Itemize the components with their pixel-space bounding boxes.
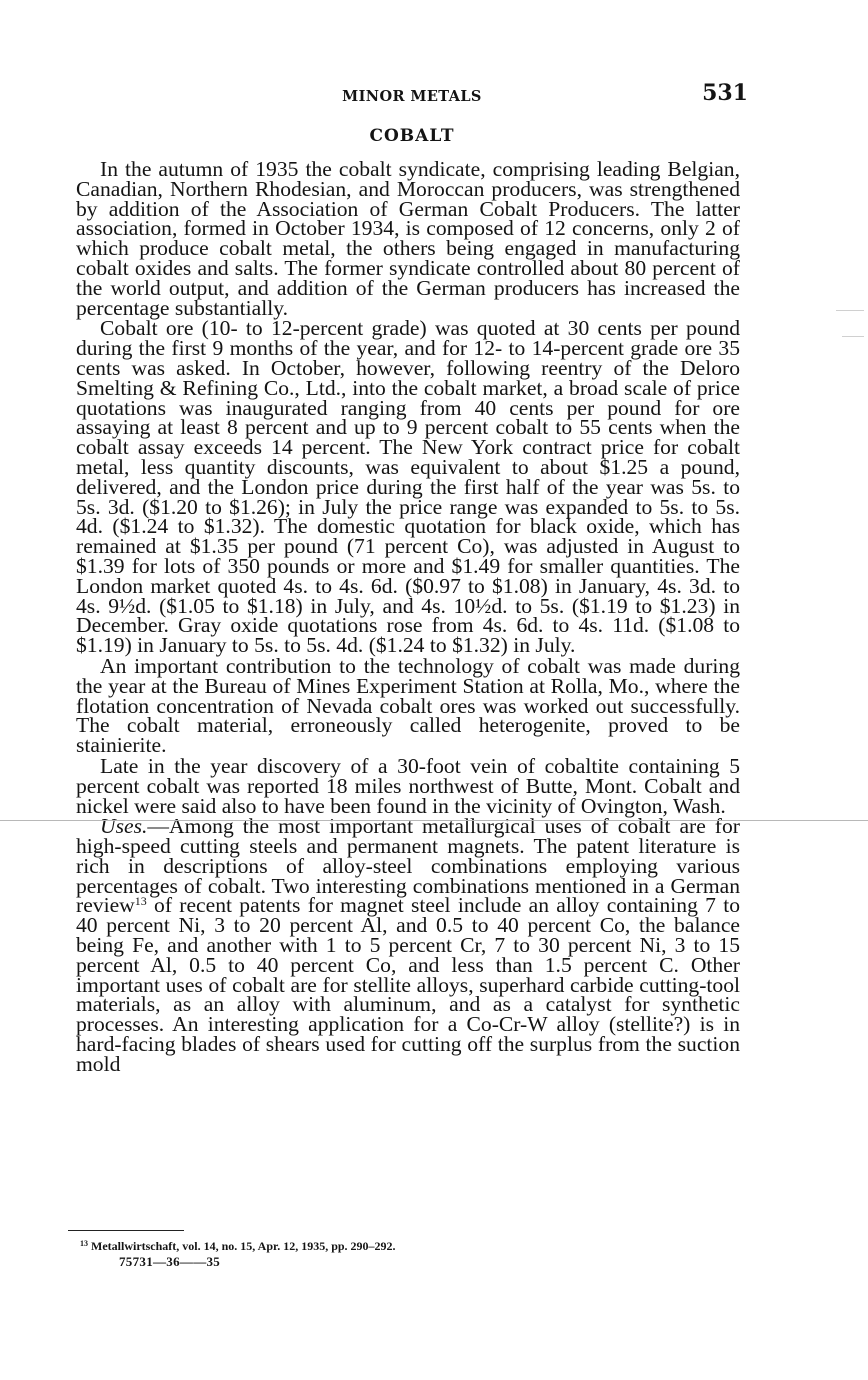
body-text xyxy=(76,157,740,1076)
scan-artifact-line xyxy=(0,820,868,821)
paragraph-discovery: Late in the year discovery of a 30-foot vein of cobaltite containing 5 percent cobalt was reported 18 miles northwest of Butte, Mont. Cobalt and nickel were said also to have been found in the vicinity of Ovington, Wash. xyxy=(76,753,740,818)
running-head: MINOR METALS xyxy=(342,88,482,105)
footnote-text: Metallwirtschaft, vol. 14, no. 15, Apr. 12, 1935, pp. 290–292. xyxy=(88,1239,396,1253)
page-number: 531 xyxy=(702,80,748,106)
uses-lead-in: Uses. xyxy=(100,814,148,839)
page-header xyxy=(76,80,748,114)
footnote-marker: 13 xyxy=(80,1239,88,1248)
uses-text-after-ref: of recent patents for magnet steel include an alloy containing 7 to 40 percent Ni, 3 to 20 percent Al, and 0.5 to 40 percent Co, the balance being Fe, and another with 1 to 5 percent Cr, 7 to 30 percent Ni, 3 to 15 percent Al, 0.5 to 40 percent Co, and less than 1.5 percent C. Other important uses of cobalt are for stellite alloys, superhard carbide cutting-tool materials, as an alloy with aluminum, and as a catalyst for synthetic processes. An interesting application for a Co-Cr-W alloy (stellite?) is in hard-facing blades of shears used for cutting off the surplus from the suction mold xyxy=(76,893,740,1076)
scan-artifact-mark xyxy=(842,336,864,337)
scan-artifact-mark xyxy=(836,310,864,311)
uses-text-before-ref: —Among the most important metallurgical uses of cobalt are for high-speed cutting steels and permanent magnets. The patent literature is rich in descriptions of alloy-steel combinations employing various percentages of cobalt. Two interesting combinations mentioned in a German review xyxy=(76,814,740,918)
printer-imprint: 75731—36——35 xyxy=(119,1254,221,1269)
paragraph-syndicate: In the autumn of 1935 the cobalt syndicate, comprising leading Belgian, Canadian, Northern Rhodesian, and Moroccan producers, was strengthened by addition of the Association of German Cobalt Producers. The latter association, formed in October 1934, is composed of 12 concerns, only 2 of which produce cobalt metal, the others being engaged in manufacturing cobalt oxides and salts. The former syndicate controlled about 80 percent of the world output, and addition of the German producers has increased the percentage substantially. xyxy=(76,157,740,320)
paragraph-uses xyxy=(76,814,740,1076)
footnote-rule xyxy=(68,1230,184,1231)
section-title: COBALT xyxy=(369,126,455,146)
footnote xyxy=(80,1239,396,1254)
paragraph-prices: Cobalt ore (10- to 12-percent grade) was quoted at 30 cents per pound during the first 9 months of the year, and for 12- to 14-percent grade ore 35 cents was asked. In October, however, following reentry of the Deloro Smelting & Refining Co., Ltd., into the cobalt market, a broad scale of price quotations was inaugurated ranging from 40 cents per pound for ore assaying at least 8 percent and up to 9 percent cobalt to 55 cents when the cobalt assay exceeds 14 percent. The New York contract price for cobalt metal, less quantity discounts, was equivalent to about $1.25 a pound, delivered, and the London price during the first half of the year was 5s. to 5s. 3d. ($1.20 to $1.26); in July the price range was expanded to 5s. to 5s. 4d. ($1.24 to $1.32). The domestic quotation for black oxide, which has remained at $1.35 per pound (71 percent Co), was adjusted in August to $1.39 for lots of 350 pounds or more and $1.49 for smaller quantities. The London market quoted 4s. to 4s. 6d. ($0.97 to $1.08) in January, 4s. 3d. to 4s. 9½d. ($1.05 to $1.18) in July, and 4s. 10½d. to 5s. ($1.19 to $1.23) in December. Gray oxide quotations rose from 4s. 6d. to 4s. 11d. ($1.08 to $1.19) in January to 5s. to 5s. 4d. ($1.24 to $1.32) in July. xyxy=(76,316,740,658)
paragraph-technology: An important contribution to the technology of cobalt was made during the year at the Bureau of Mines Experiment Station at Rolla, Mo., where the flotation concentration of Nevada cobalt ores was worked out successfully. The cobalt material, erroneously called heterogenite, proved to be stainierite. xyxy=(76,653,740,758)
footnote-reference[interactable]: 13 xyxy=(134,894,147,909)
